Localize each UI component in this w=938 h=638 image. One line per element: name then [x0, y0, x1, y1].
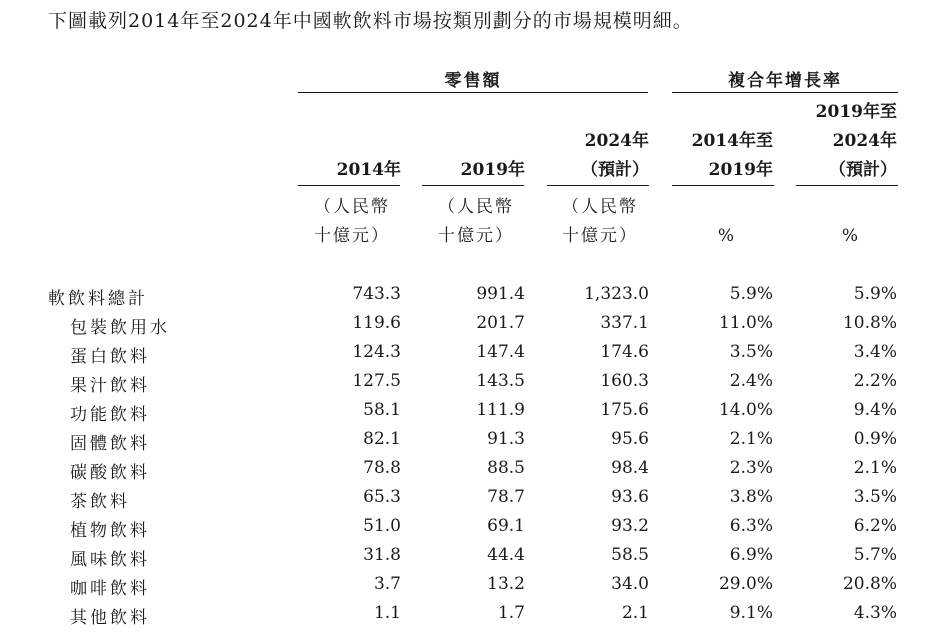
data-table [0, 281, 938, 629]
cell-2024: 95.6 [611, 429, 649, 449]
cell-cagr-2019-2024: 4.3% [853, 603, 897, 623]
cell-2024: 34.0 [611, 574, 649, 594]
cell-cagr-2014-2019: 2.1% [729, 429, 773, 449]
cell-cagr-2019-2024: 2.2% [853, 371, 897, 391]
unit-2024: （人民幣 十億元） [562, 197, 638, 246]
table-row [0, 397, 938, 426]
cell-cagr-2014-2019: 2.3% [729, 458, 773, 478]
cell-2014: 124.3 [352, 342, 401, 362]
cell-cagr-2019-2024: 10.8% [842, 313, 897, 333]
table-row [0, 426, 938, 455]
cell-2024: 160.3 [600, 371, 649, 391]
row-label: 蛋白飲料 [70, 347, 150, 367]
row-label: 功能飲料 [70, 405, 150, 425]
cell-cagr-2019-2024: 3.5% [853, 487, 897, 507]
cell-2019: 143.5 [476, 371, 525, 391]
cell-2014: 119.6 [352, 313, 401, 333]
row-label: 果汁飲料 [70, 376, 150, 396]
row-label: 咖啡飲料 [70, 579, 150, 599]
col-rule-cagr-2019-2024 [796, 185, 898, 186]
cell-2024: 58.5 [611, 545, 649, 565]
cell-2014: 31.8 [363, 545, 401, 565]
col-rule-cagr-2014-2019 [672, 185, 774, 186]
cell-cagr-2014-2019: 5.9% [729, 284, 773, 304]
retail-sales-header: 零售額 [444, 71, 502, 91]
col-header-cagr-2014-2019: 2014年至 2019年 [691, 131, 773, 180]
unit-percent-cagr-2014-2019: % [717, 226, 734, 246]
cell-2024: 2.1 [621, 603, 649, 623]
unit-2014: （人民幣 十億元） [314, 197, 390, 246]
cell-2014: 3.7 [373, 574, 401, 594]
cell-2024: 93.6 [611, 487, 649, 507]
cell-cagr-2014-2019: 3.5% [729, 342, 773, 362]
cell-2014: 127.5 [352, 371, 401, 391]
cell-cagr-2014-2019: 6.3% [729, 516, 773, 536]
cell-cagr-2014-2019: 2.4% [729, 371, 773, 391]
cell-cagr-2019-2024: 6.2% [853, 516, 897, 536]
cell-2019: 147.4 [476, 342, 525, 362]
intro-text: 下圖載列2014年至2024年中國軟飲料市場按類別劃分的市場規模明細。 [48, 10, 693, 32]
cell-2024: 337.1 [600, 313, 649, 333]
cell-2014: 58.1 [363, 400, 401, 420]
table-row [0, 368, 938, 397]
cagr-header: 複合年增長率 [728, 71, 842, 91]
row-label: 風味飲料 [70, 550, 150, 570]
table-row [0, 542, 938, 571]
cell-2014: 65.3 [363, 487, 401, 507]
cell-2019: 13.2 [487, 574, 525, 594]
row-label: 包裝飲用水 [70, 318, 170, 338]
cell-2019: 78.7 [487, 487, 525, 507]
unit-percent-cagr-2019-2024: % [841, 226, 858, 246]
table-row [0, 513, 938, 542]
row-label: 植物飲料 [70, 521, 150, 541]
table-row [0, 600, 938, 629]
cell-cagr-2019-2024: 2.1% [853, 458, 897, 478]
cell-cagr-2019-2024: 5.9% [853, 284, 897, 304]
col-rule-2014 [298, 185, 400, 186]
col-header-2024-forecast: 2024年 （預計） [581, 131, 649, 180]
cell-cagr-2014-2019: 6.9% [729, 545, 773, 565]
cell-2014: 1.1 [373, 603, 401, 623]
cell-2019: 991.4 [476, 284, 525, 304]
cell-2019: 201.7 [476, 313, 525, 333]
cell-cagr-2014-2019: 29.0% [718, 574, 773, 594]
cell-cagr-2019-2024: 9.4% [853, 400, 897, 420]
row-label: 其他飲料 [70, 608, 150, 628]
cell-cagr-2019-2024: 20.8% [842, 574, 897, 594]
cell-cagr-2019-2024: 0.9% [853, 429, 897, 449]
cell-2024: 93.2 [611, 516, 649, 536]
table-row [0, 310, 938, 339]
table-row [0, 571, 938, 600]
table-row [0, 455, 938, 484]
unit-2019: （人民幣 十億元） [438, 197, 514, 246]
cell-2024: 98.4 [611, 458, 649, 478]
cell-2019: 44.4 [487, 545, 525, 565]
row-label: 碳酸飲料 [70, 463, 150, 483]
cell-cagr-2014-2019: 3.8% [729, 487, 773, 507]
cell-2014: 51.0 [363, 516, 401, 536]
table-row [0, 484, 938, 513]
col-header-2014: 2014年 [336, 160, 401, 180]
cell-2019: 69.1 [487, 516, 525, 536]
cell-2019: 88.5 [487, 458, 525, 478]
row-label: 固體飲料 [70, 434, 150, 454]
cell-2019: 111.9 [476, 400, 525, 420]
cell-cagr-2014-2019: 11.0% [718, 313, 773, 333]
cell-2024: 174.6 [600, 342, 649, 362]
col-rule-2019 [422, 185, 524, 186]
cell-cagr-2014-2019: 9.1% [729, 603, 773, 623]
table-row [0, 281, 938, 310]
cell-cagr-2014-2019: 14.0% [718, 400, 773, 420]
col-rule-2024 [547, 185, 649, 186]
col-header-2019: 2019年 [460, 160, 525, 180]
row-label: 軟飲料總計 [48, 289, 148, 309]
cell-2019: 91.3 [487, 429, 525, 449]
cell-2014: 82.1 [363, 429, 401, 449]
retail-sales-rule [298, 92, 648, 93]
cell-cagr-2019-2024: 5.7% [853, 545, 897, 565]
cell-2014: 743.3 [352, 284, 401, 304]
cell-cagr-2019-2024: 3.4% [853, 342, 897, 362]
cell-2024: 1,323.0 [584, 284, 649, 304]
col-header-cagr-2019-2024: 2019年至 2024年 （預計） [815, 102, 897, 180]
cell-2024: 175.6 [600, 400, 649, 420]
cell-2014: 78.8 [363, 458, 401, 478]
cell-2019: 1.7 [497, 603, 525, 623]
cagr-rule [672, 92, 898, 93]
table-row [0, 339, 938, 368]
row-label: 茶飲料 [70, 492, 130, 512]
